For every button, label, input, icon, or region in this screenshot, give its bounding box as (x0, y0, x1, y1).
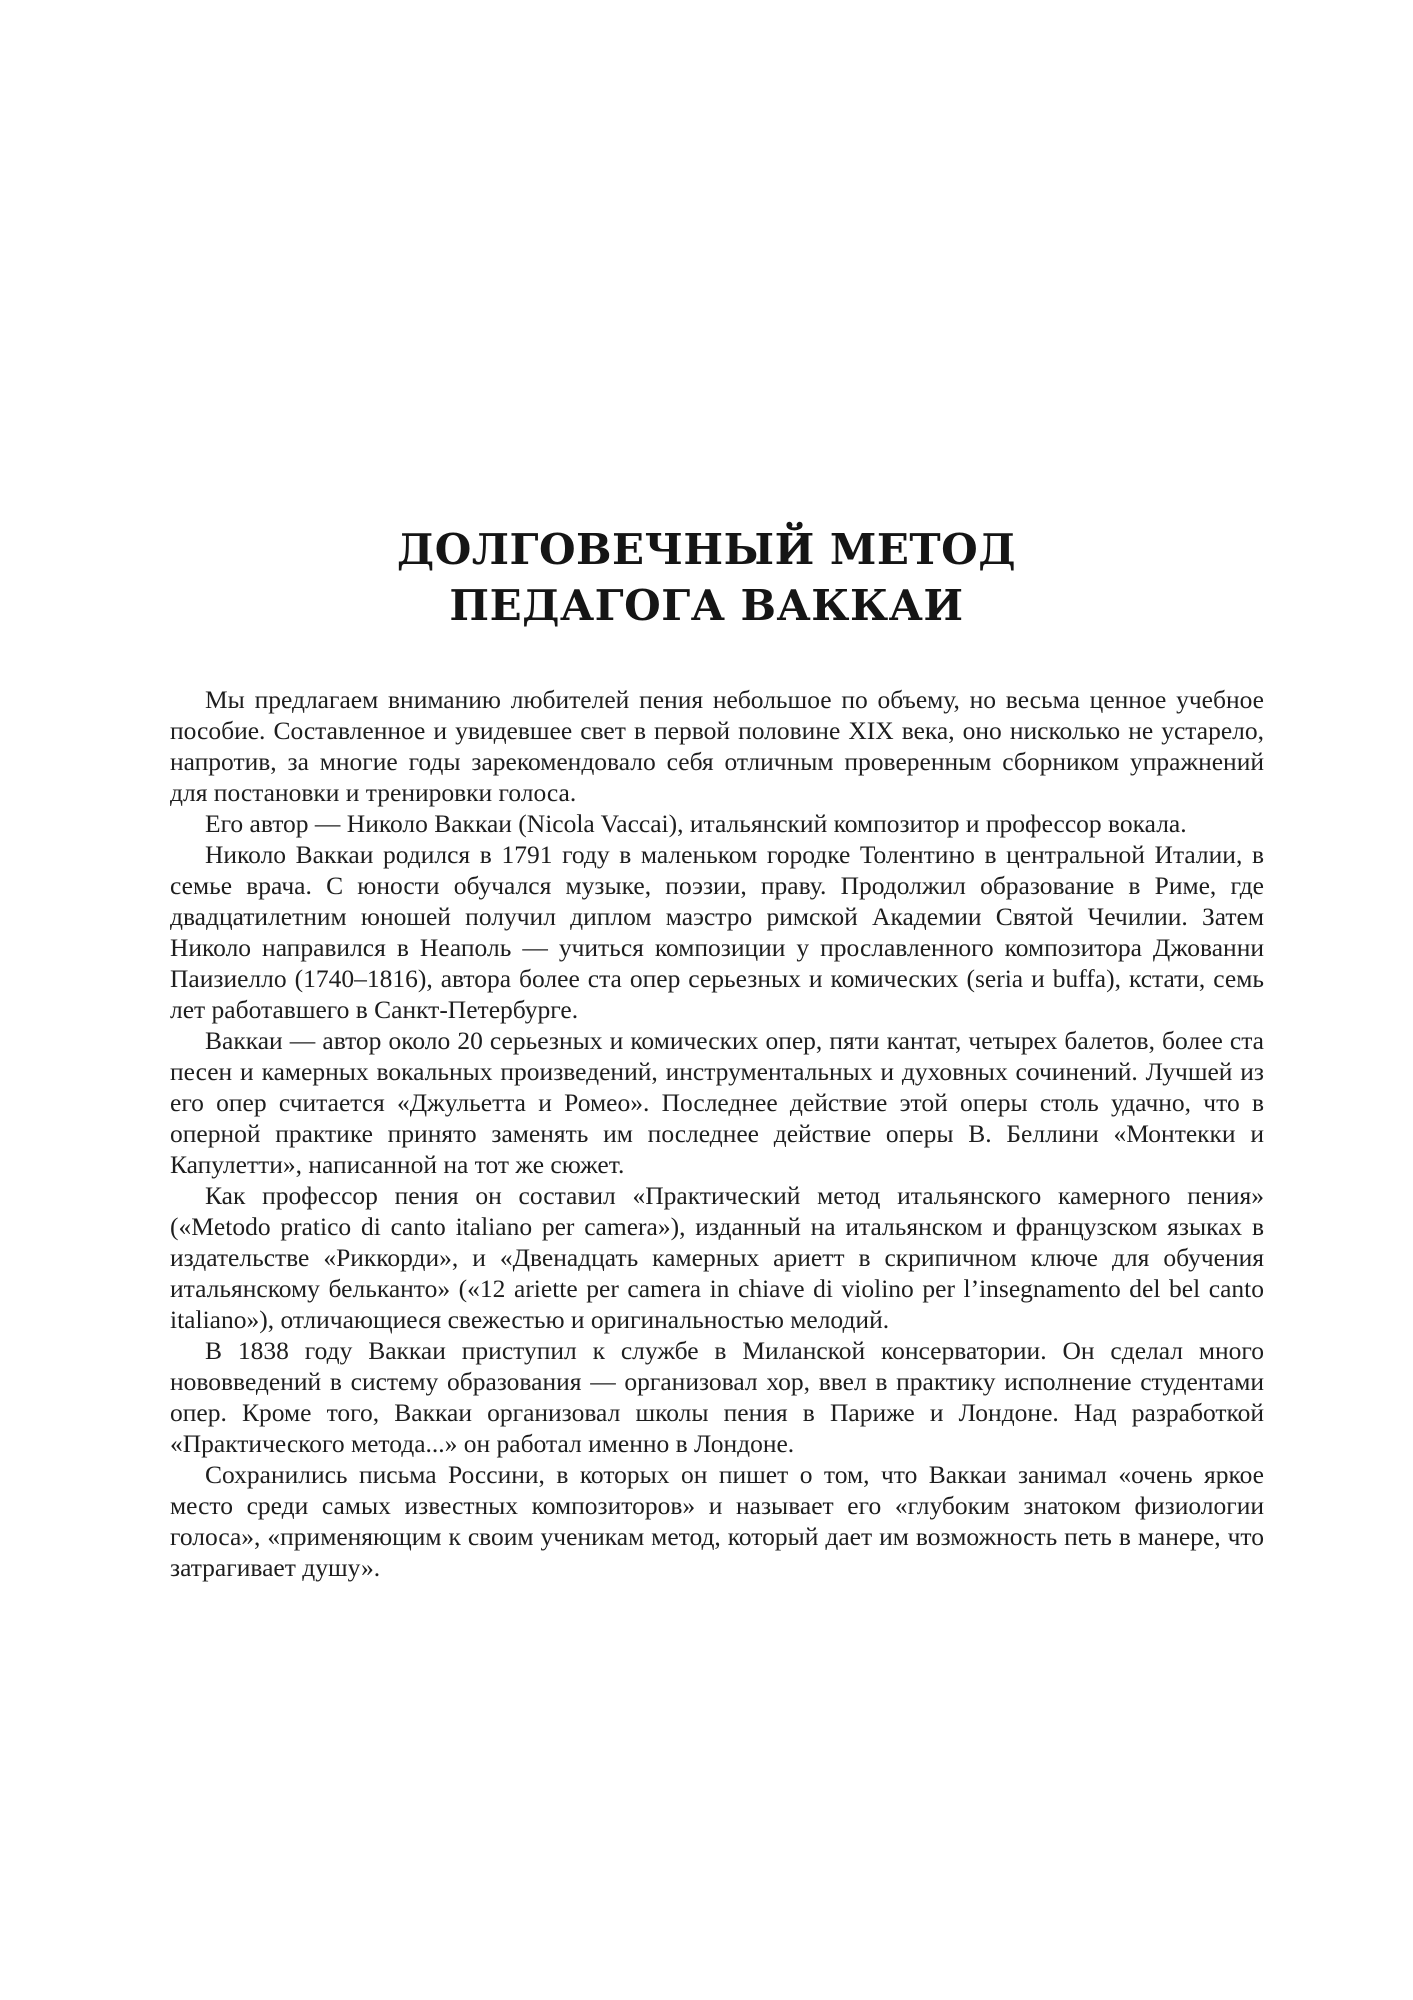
paragraph: В 1838 году Ваккаи приступил к службе в Миланской консерватории. Он сделал много нововведений в систему образования — организовал хор, ввел в практику исполнение студентами опер. Кроме того, Ваккаи организовал школы пения в Париже и Лондоне. Над разработкой «Практического метода...» он работал именно в Лондоне. (170, 1336, 1264, 1458)
paragraph: Как профессор пения он составил «Практический метод итальянского камерного пения» («Metodo pratico di canto italiano per camera»), изданный на итальянском и французском языках в издательстве «Риккорди», и «Двенадцать камерных ариетт в скрипичном ключе для обучения итальянскому бельканто» («12 ariette per camera in chiave di violino per l’insegnamento del bel canto italiano»), отличающиеся свежестью и оригинальностью мелодий. (170, 1181, 1264, 1334)
title-line: ПЕДАГОГА ВАККАИ (449, 581, 964, 630)
paragraph: Ваккаи — автор около 20 серьезных и комических опер, пяти кантат, четырех балетов, более ста песен и камерных вокальных произведений, инструментальных и духовных сочинений. Лучшей из его опер считается «Джульетта и Ромео». Последнее действие этой оперы столь удачно, что в оперной практике принято заменять им последнее действие оперы В. Беллини «Монтекки и Капулетти», написанной на тот же сюжет. (170, 1026, 1264, 1179)
body-text (170, 684, 1264, 1583)
paragraph: Николо Ваккаи родился в 1791 году в маленьком городке Толентино в центральной Италии, в семье врача. С юности обучался музыке, поэзии, праву. Продолжил образование в Риме, где двадцатилетним юношей получил диплом маэстро римской Академии Святой Чечилии. Затем Николо направился в Неаполь — учиться композиции у прославленного композитора Джованни Паизиелло (1740–1816), автора более ста опер серьезных и комических (seria и buffa), кстати, семь лет работавшего в Санкт-Петербурге. (170, 840, 1264, 1024)
paragraph: Сохранились письма Россини, в которых он пишет о том, что Ваккаи занимал «очень яркое место среди самых известных композиторов» и называет его «глубоким знатоком физиологии голоса», «применяющим к своим ученикам метод, который дает им возможность петь в манере, что затрагивает душу». (170, 1460, 1264, 1582)
paragraph: Его автор — Николо Ваккаи (Nicola Vaccai), итальянский композитор и профессор вокала. (205, 809, 1187, 838)
paragraph: Мы предлагаем вниманию любителей пения небольшое по объему, но весьма ценное учебное пособие. Составленное и увидевшее свет в первой половине XIX века, оно нисколько не устарело, напротив, за многие годы зарекомендовало себя отличным проверенным сборником упражнений для постановки и тренировки голоса. (170, 685, 1264, 807)
title-line: ДОЛГОВЕЧНЫЙ МЕТОД (396, 525, 1017, 574)
page-title (0, 522, 1413, 634)
